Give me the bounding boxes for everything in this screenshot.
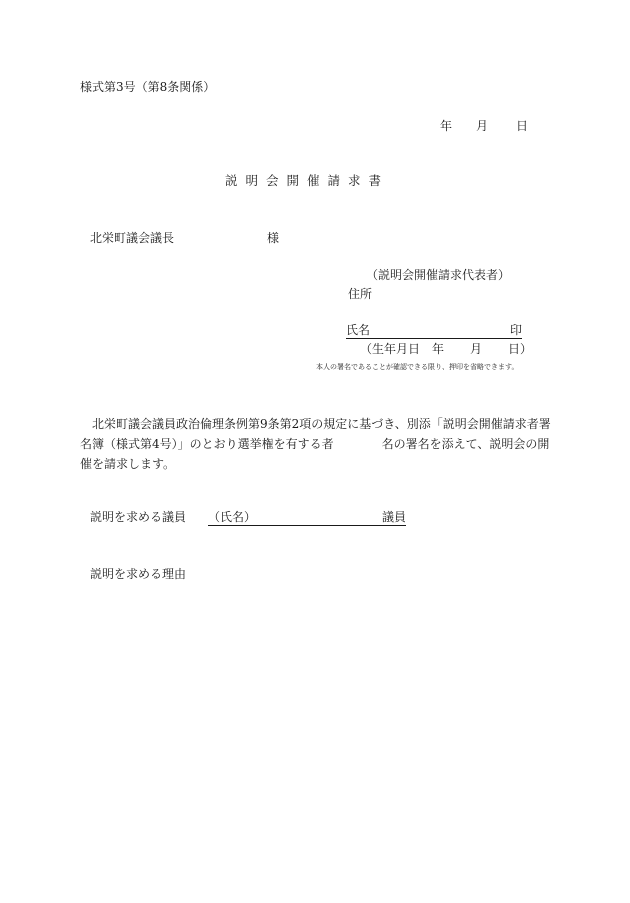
date-day-label: 日 [516,119,529,133]
birthdate-month: 月 [470,342,483,356]
member-name-prefix: （氏名） [208,510,257,524]
seal-omission-note: 本人の署名であることが確認できる限り、押印を省略できます。 [316,363,519,371]
representative-label: （説明会開催請求代表者） [366,268,511,282]
date-year-label: 年 [440,119,453,133]
document-title: 説明会開催請求書 [225,173,390,188]
date-month-label: 月 [476,119,489,133]
birthdate-prefix: （生年月日 [360,342,421,356]
request-body-part2: 名の署名を添えて、説明会の開催を請求します。 [80,437,550,471]
honorific: 様 [267,231,280,245]
date-line [440,118,528,134]
birthdate-line [360,341,532,357]
reason-label: 説明を求める理由 [90,567,187,581]
request-body [80,414,552,474]
member-label: 説明を求める議員 [90,510,187,524]
birthdate-year: 年 [432,342,445,356]
name-signature-line [346,322,522,339]
seal-mark: 印 [509,323,522,337]
request-body-part1: 北栄町議会議員政治倫理条例第9条第2項の規定に基づき、別添「説明会開催請求者署名簿（様式第4号）」のとおり選挙権を有する者 [80,417,551,451]
form-number: 様式第3号（第8条関係） [80,80,216,94]
addressee: 北栄町議会議長 [90,231,175,245]
name-label: 氏名 [346,323,371,337]
address-label: 住所 [348,287,373,301]
member-name-line [208,509,406,526]
birthdate-day: 日） [508,342,533,356]
member-suffix: 議員 [381,510,406,524]
